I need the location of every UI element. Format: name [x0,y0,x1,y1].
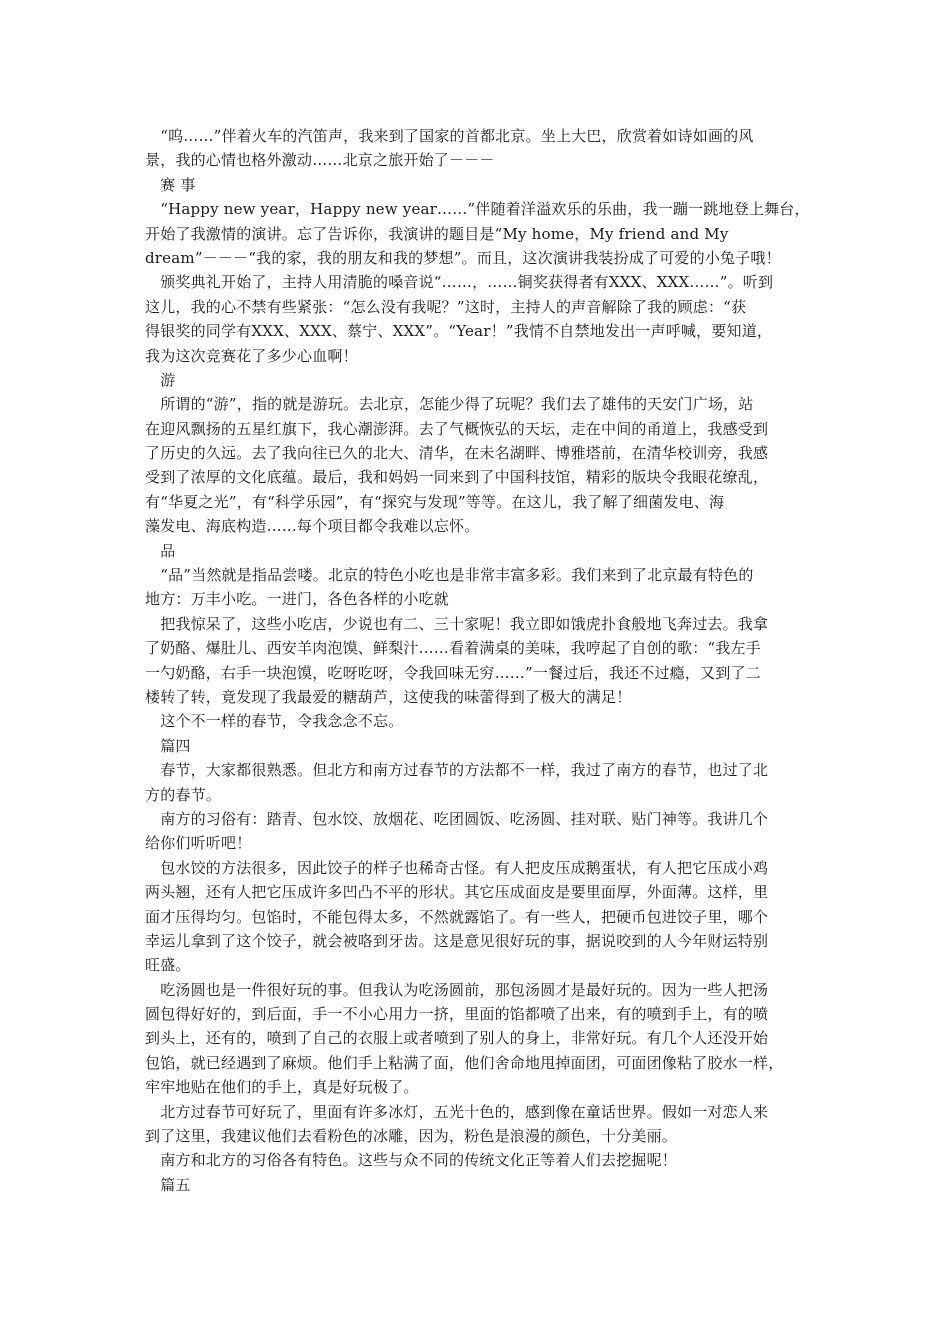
heading-pian-si [145,734,815,758]
text-line: 赛 事 [145,175,196,194]
text-line: 在迎风飘扬的五星红旗下，我心潮澎湃。去了气概恢弘的天坛，走在中间的甬道上，我感受到 [145,419,769,438]
para-conclusion [145,1148,815,1172]
text-line: 景，我的心情也格外激动……北京之旅开始了－－－ [145,151,495,170]
text-line: 吃汤圆也是一件很好玩的事。但我认为吃汤圆前，那包汤圆才是最好玩的。因为一些人把汤 [145,980,769,999]
text-line: 这儿，我的心不禁有些紧张：“怎么没有我呢？”这时，主持人的声音解除了我的顾虑：“获 [145,297,747,316]
text-line: 北方过春节可好玩了，里面有许多冰灯，五光十色的，感到像在童话世界。假如一对恋人来 [145,1102,769,1121]
para-beijing-arrival [145,124,815,173]
text-line: 包水饺的方法很多，因此饺子的样子也稀奇古怪。有人把皮压成鹅蛋状，有人把它压成小鸡 [145,858,769,877]
text-line: dream”－－－“我的家，我的朋友和我的梦想”。而且，这次演讲我装扮成了可爱的小兔子哦！ [145,248,781,267]
para-spring-festival [145,758,815,807]
para-travel [145,392,815,538]
text-line: “Happy new year，Happy new year……”伴随着洋溢欢乐的乐曲，我一蹦一跳地登上舞台， [145,200,810,219]
text-line: 藻发电、海底构造……每个项目都令我难以忘怀。 [145,517,480,536]
text-line: “品”当然就是指品尝喽。北京的特色小吃也是非常丰富多彩。我们来到了北京最有特色的 [145,566,754,585]
text-line: “呜……”伴着火车的汽笛声，我来到了国家的首都北京。坐上大巴，欣赏着如诗如画的风 [145,127,754,145]
text-line: 幸运儿拿到了这个饺子，就会被咯到牙齿。这是意见很好玩的事，据说咬到的人今年财运特别 [145,931,769,950]
text-line: 牢牢地贴在他们的手上，真是好玩极了。 [145,1078,419,1097]
para-dumplings [145,856,815,978]
text-line: 旺盛。 [145,956,191,975]
heading-you [145,368,815,392]
para-speech [145,197,815,270]
text-line: 南方和北方的习俗各有特色。这些与众不同的传统文化正等着人们去挖掘呢！ [145,1151,678,1170]
text-line: 方的春节。 [145,785,222,804]
text-line: 到了这里，我建议他们去看粉色的冰雕，因为，粉色是浪漫的颜色，十分美丽。 [145,1127,678,1146]
text-line: 圆包得好好的，到后面，手一不小心用力一挤，里面的馅都喷了出来，有的喷到手上，有的喷 [145,1005,769,1024]
text-line: 得银奖的同学有XXX、XXX、蔡宁、XXX”。“Year！”我情不自禁地发出一声呼喊，要知道， [145,322,773,341]
para-tangyuan [145,978,815,1100]
text-line: 有“华夏之光”，有“科学乐园”，有“探究与发现”等等。在这儿，我了解了细菌发电、海 [145,492,725,511]
text-line: 了奶酪、爆肚儿、西安羊肉泡馍、鲜梨汁……看着满桌的美味，我哼起了自创的歌：“我左手 [145,639,761,658]
para-award [145,270,815,368]
text-line: 篇五 [145,1175,191,1194]
text-line: 南方的习俗有：踏青、包水饺、放烟花、吃团圆饭、吃汤圆、挂对联、贴门神等。我讲几个 [145,809,769,828]
text-line: 受到了浓厚的文化底蕴。最后，我和妈妈一同来到了中国科技馆，精彩的版块令我眼花缭乱， [145,468,769,487]
heading-saishi [145,173,815,197]
document-body [145,124,815,1197]
text-line: 一勺奶酪，右手一块泡馍，吃呀吃呀，令我回味无穷……”一餐过后，我还不过瘾，又到了二 [145,663,761,682]
text-line: 给你们听听吧！ [145,834,252,853]
text-line: 楼转了转，竟发现了我最爱的糖葫芦，这使我的味蕾得到了极大的满足！ [145,687,632,706]
text-line: 颁奖典礼开始了，主持人用清脆的嗓音说“……，……铜奖获得者有XXX、XXX……”。听到 [145,273,774,292]
text-line: 品 [145,541,176,560]
text-line: 开始了我激情的演讲。忘了告诉你，我演讲的题目是“My home，My friend and My [145,224,729,243]
para-closing [145,709,815,733]
para-snacks [145,612,815,710]
text-line: 游 [145,370,176,389]
text-line: 这个不一样的春节，令我念念不忘。 [145,712,404,731]
text-line: 面才压得均匀。包馅时，不能包得太多，不然就露馅了。有一些人，把硬币包进饺子里，哪个 [145,907,769,926]
text-line: 把我惊呆了，这些小吃店，少说也有二、三十家呢！我立即如饿虎扑食般地飞奔过去。我拿 [145,614,769,633]
text-line: 两头翘，还有人把它压成许多凹凸不平的形状。其它压成面皮是要里面厚，外面薄。这样，里 [145,883,769,902]
text-line: 春节，大家都很熟悉。但北方和南方过春节的方法都不一样，我过了南方的春节，也过了北 [145,761,769,780]
text-line: 篇四 [145,736,191,755]
heading-pian-wu [145,1173,815,1197]
text-line: 我为这次竞赛花了多少心血啊！ [145,346,358,365]
text-line: 所谓的“游”，指的就是游玩。去北京，怎能少得了玩呢？我们去了雄伟的天安门广场，站 [145,395,754,414]
text-line: 地方：万丰小吃。一进门，各色各样的小吃就 [145,590,450,609]
text-line: 到头上，还有的，喷到了自己的衣服上或者喷到了别人的身上，非常好玩。有几个人还没开始 [145,1029,769,1048]
heading-pin [145,539,815,563]
text-line: 了历史的久远。去了我向往已久的北大、清华，在未名湖畔、博雅塔前，在清华校训旁，我感 [145,444,769,463]
para-north [145,1100,815,1149]
text-line: 包馅，就已经遇到了麻烦。他们手上粘满了面，他们舍命地甩掉面团，可面团像粘了胶水一样， [145,1053,784,1072]
para-taste [145,563,815,612]
para-south-customs [145,807,815,856]
